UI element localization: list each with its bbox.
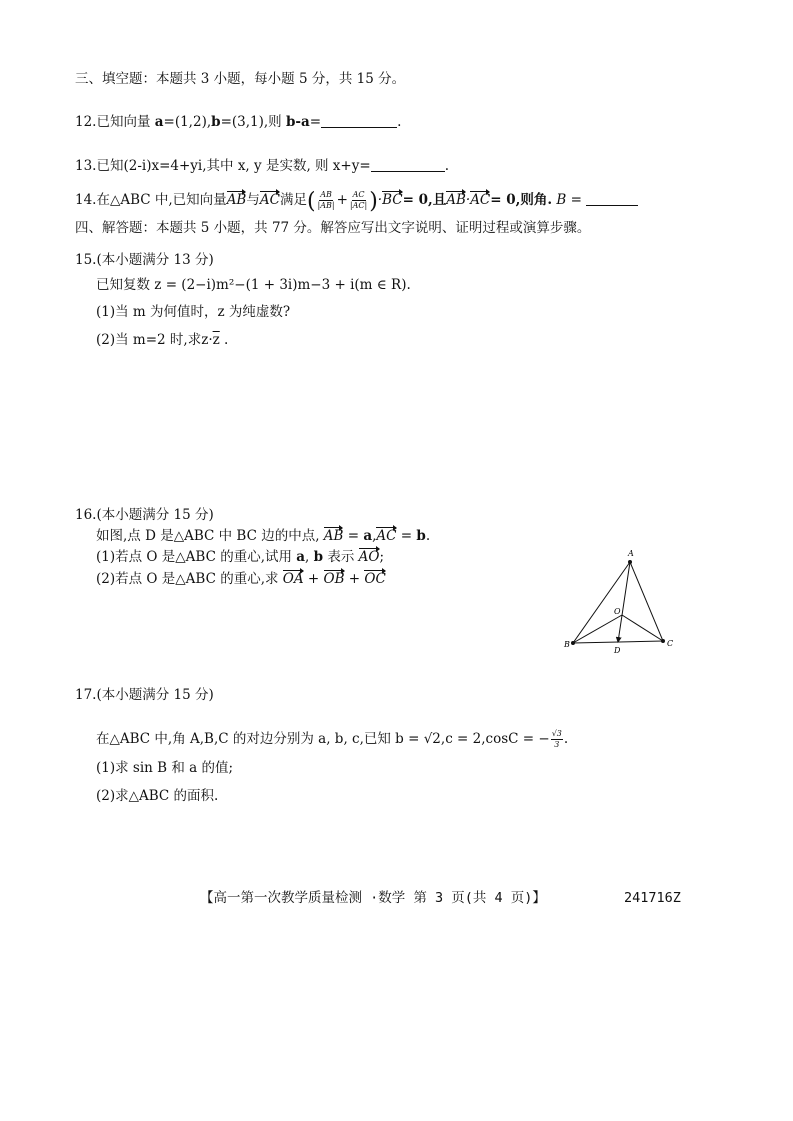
- q13-end: .: [444, 158, 449, 174]
- q14-answer-blank[interactable]: [586, 191, 638, 206]
- q14-equals-zero-2: = 0,则角.: [490, 192, 553, 208]
- q16-eq-b: =: [396, 528, 417, 544]
- q12-expression: b-a: [285, 114, 310, 130]
- q16-title: 16.(本小题满分 15 分): [75, 507, 214, 523]
- q15-part2-zbar: $\overline{z}$: [212, 332, 220, 348]
- q12-answer-blank[interactable]: [321, 113, 397, 128]
- q16-part1-mid: 表示: [323, 549, 359, 565]
- q14-vector-ac-2: AC: [470, 192, 491, 208]
- q15-part2-z: z: [201, 332, 209, 348]
- label-o: O: [614, 607, 621, 616]
- segment-oc: [622, 615, 663, 641]
- q16-part2: [96, 570, 386, 588]
- footer-code: 241716Z: [624, 890, 681, 906]
- q16-part1-b: b: [313, 549, 324, 565]
- q17-stem-end: .: [563, 731, 569, 747]
- q14-dot: ·: [377, 192, 383, 208]
- side-ac: [630, 562, 663, 641]
- q14-equals-b: =: [570, 192, 582, 208]
- q15-part1: (1)当 m 为何值时，z 为纯虚数?: [96, 304, 291, 320]
- q14-angle-b: B: [556, 192, 567, 208]
- q12-vector-b: b: [211, 114, 221, 130]
- q16-stem-end: .: [425, 528, 431, 544]
- q13-text: 13.已知(2-i)x=4+yi,其中 x, y 是实数, 则 x+y=: [75, 158, 371, 174]
- q14-dot-2: ·: [465, 192, 471, 208]
- q14-frac-ab-den: |AB|: [317, 201, 335, 210]
- q14-plus: +: [336, 192, 348, 208]
- q14-frac-ac-num: AC: [352, 190, 365, 199]
- q15-part2-prefix: (2)当 m=2 时,求: [96, 332, 202, 348]
- median-ad: [618, 562, 630, 642]
- q16-part1-vector-ao: AO: [358, 549, 380, 565]
- section4-header: 四、解答题：本题共 5 小题，共 77 分。解答应写出文字说明、证明过程或演算步骤。: [75, 220, 591, 236]
- q14-vector-ac: AC: [259, 192, 280, 208]
- q14-vector-ab: AB: [226, 192, 247, 208]
- q16-stem: [96, 527, 430, 545]
- q14-right-paren: ): [369, 189, 378, 214]
- q16-a: a: [363, 528, 373, 544]
- q14-equals-zero: = 0,且: [402, 192, 447, 208]
- q16-part2-plus1: +: [303, 571, 324, 587]
- point-c: [661, 639, 665, 643]
- question-13: [75, 157, 449, 175]
- q12-equals: =: [309, 114, 322, 130]
- q14-satisfy: 满足: [279, 192, 307, 208]
- q17-stem-prefix: 在△ABC 中,角 A,B,C 的对边分别为 a, b, c,已知: [96, 731, 396, 747]
- question-14: [75, 189, 638, 214]
- q16-part2-vector-ob: OB: [323, 571, 345, 587]
- q15-part2-dot: ·: [208, 332, 213, 348]
- q17-fraction: [551, 729, 563, 750]
- q14-frac-ac-den: |AC|: [349, 201, 368, 210]
- point-a: [628, 560, 632, 564]
- q14-vector-bc: BC: [382, 192, 403, 208]
- q16-comma: ,: [372, 528, 377, 544]
- q16-vector-ac: AC: [376, 528, 397, 544]
- question-12: [75, 113, 401, 131]
- q12-b-value: =(3,1),则: [220, 114, 286, 130]
- q17-frac-den: 3: [554, 740, 560, 749]
- q16-part1-a: a: [296, 549, 306, 565]
- q14-left-paren: (: [306, 189, 316, 214]
- q16-part2-prefix: (2)若点 O 是△ABC 的重心,求: [96, 571, 283, 587]
- q16-part1: [96, 548, 384, 566]
- q14-prefix: 14.在△ABC 中,已知向量: [75, 192, 227, 208]
- q17-title: 17.(本小题满分 15 分): [75, 687, 214, 703]
- section3-header: 三、填空题：本题共 3 小题，每小题 5 分，共 15 分。: [75, 71, 406, 87]
- q16-part2-plus2: +: [344, 571, 365, 587]
- q17-given-values: b = √2,c = 2,cosC = −: [395, 731, 550, 747]
- q16-part1-prefix: (1)若点 O 是△ABC 的重心,试用: [96, 549, 297, 565]
- label-d: D: [614, 646, 621, 655]
- q16-stem-prefix: 如图,点 D 是△ABC 中 BC 边的中点,: [96, 528, 324, 544]
- q12-end: .: [397, 114, 402, 130]
- q15-part2: [96, 331, 228, 349]
- q12-vector-a: a: [154, 114, 164, 130]
- q13-answer-blank[interactable]: [371, 157, 445, 172]
- q16-part2-vector-oc: OC: [364, 571, 386, 587]
- q12-a-value: =(1,2),: [163, 114, 212, 130]
- label-b: B: [564, 640, 570, 649]
- q16-b: b: [416, 528, 426, 544]
- q12-prefix: 12.已知向量: [75, 114, 155, 130]
- q16-part1-comma: ,: [305, 549, 314, 565]
- q15-part2-end: .: [219, 332, 229, 348]
- q16-triangle-figure: [555, 545, 685, 655]
- q15-stem: 已知复数 z = (2−i)m²−(1 + 3i)m−3 + i(m ∈ R).: [96, 277, 411, 293]
- q17-stem: [96, 729, 568, 750]
- q14-with: 与: [246, 192, 260, 208]
- q14-vector-ab-2: AB: [446, 192, 466, 208]
- point-b: [571, 641, 575, 645]
- q14-fraction-ac: [349, 190, 368, 211]
- q16-vector-ab: AB: [323, 528, 344, 544]
- q16-part1-end: ;: [379, 549, 385, 565]
- q16-eq-a: =: [343, 528, 364, 544]
- label-c: C: [667, 639, 674, 648]
- segment-ob: [573, 615, 622, 643]
- q14-frac-ab-num: AB: [320, 190, 332, 199]
- q17-part1: (1)求 sin B 和 a 的值;: [96, 760, 234, 776]
- q16-part2-vector-oa: OA: [282, 571, 304, 587]
- q17-part2: (2)求△ABC 的面积.: [96, 788, 219, 804]
- q14-fraction-ab: [317, 190, 336, 211]
- q15-title: 15.(本小题满分 13 分): [75, 252, 214, 268]
- label-a: A: [628, 549, 634, 558]
- side-ab: [573, 562, 630, 643]
- footer-title: 【高一第一次教学质量检测 ·数学 第 3 页(共 4 页)】: [200, 890, 546, 906]
- q17-frac-num: √3: [551, 729, 562, 738]
